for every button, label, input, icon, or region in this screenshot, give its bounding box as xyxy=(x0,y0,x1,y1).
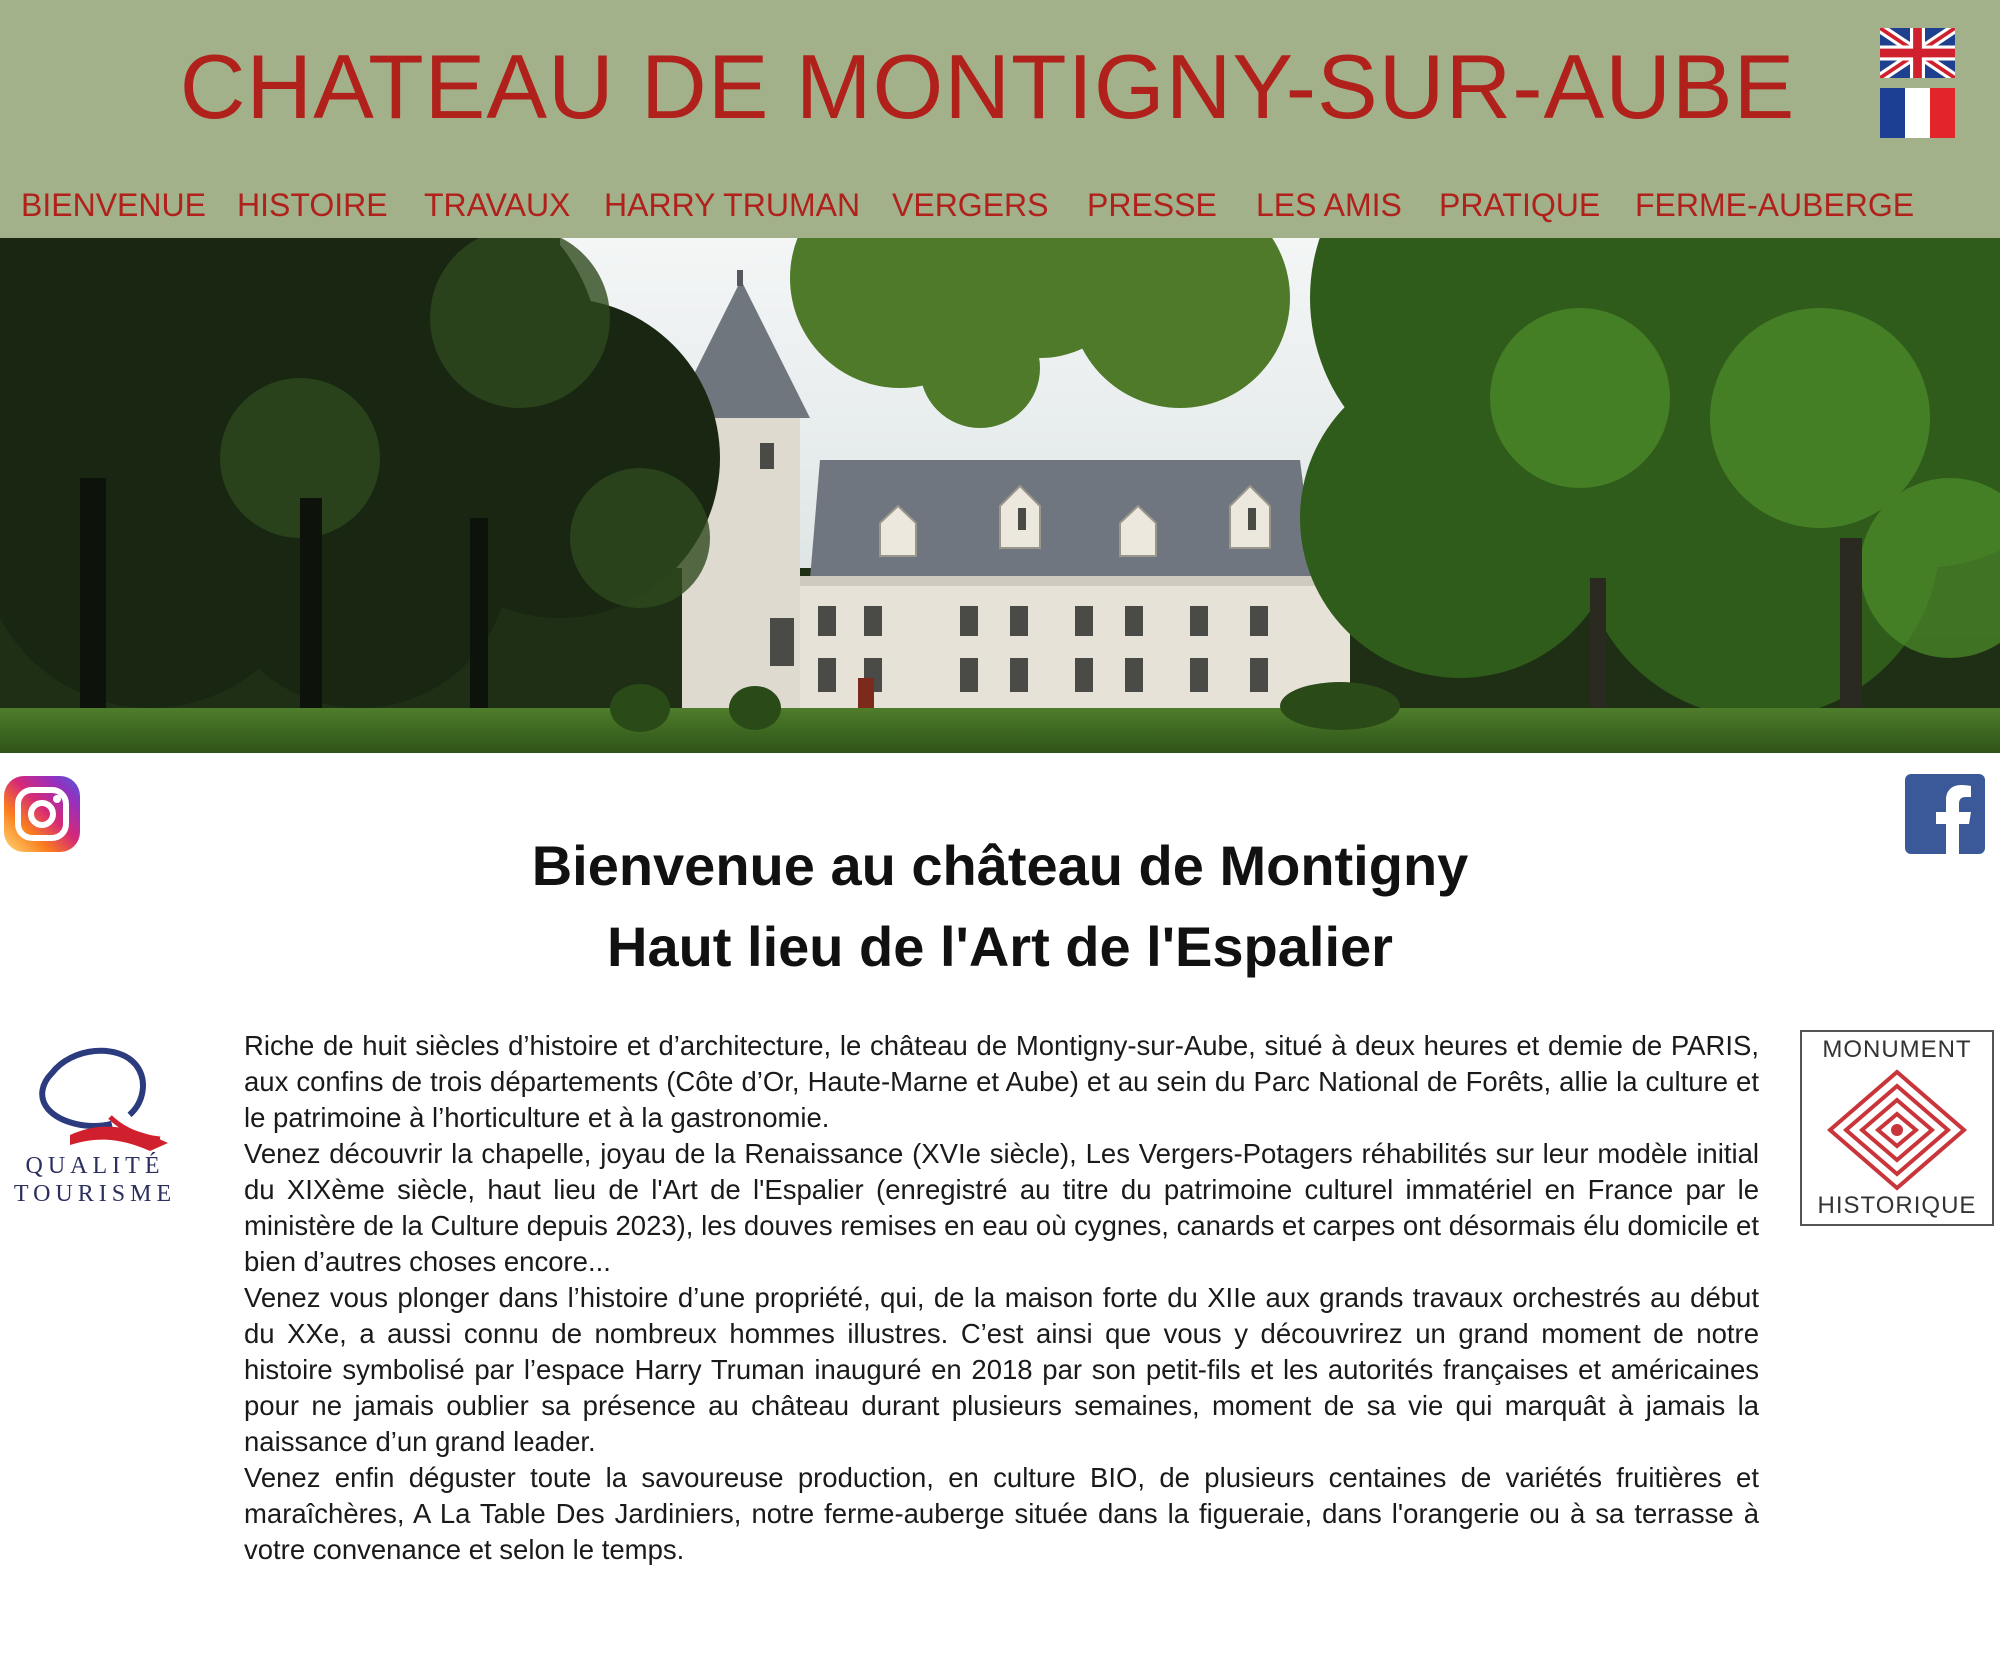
monument-label: MONUMENT xyxy=(1822,1036,1972,1063)
intro-paragraph: Venez découvrir la chapelle, joyau de la Renaissance (XVIe siècle), Les Vergers-Potagers réhabilités sur leur modèle initial du XIXème siècle, haut lieu de l'Art de l'Espalier (enregistré au titre du patrimoine culturel immatériel en France par le ministère de la Culture depuis 2023), les douves remises en eau où cygnes, canards et carpes ont désormais élu domicile et bien d’autres choses encore... xyxy=(244,1138,1759,1277)
nav-item-les-amis[interactable]: LES AMIS xyxy=(1256,187,1402,223)
nav-item-pratique[interactable]: PRATIQUE xyxy=(1439,187,1601,223)
site-title[interactable]: CHATEAU DE MONTIGNY-SUR-AUBE xyxy=(179,37,1796,138)
qualite-tourisme-logo[interactable] xyxy=(0,1025,200,1215)
nav-item-travaux[interactable]: TRAVAUX xyxy=(424,187,571,223)
intro-text xyxy=(244,1028,1759,1568)
historique-label: HISTORIQUE xyxy=(1817,1192,1977,1219)
tourisme-label: TOURISME xyxy=(13,1181,177,1207)
nav-item-vergers[interactable]: VERGERS xyxy=(892,187,1049,223)
site-header xyxy=(0,0,2000,238)
qualite-label: QUALITÉ xyxy=(25,1153,165,1179)
french-flag-icon[interactable] xyxy=(1880,88,1955,138)
uk-flag-icon[interactable] xyxy=(1880,28,1955,78)
main-nav xyxy=(0,180,2000,230)
monument-historique-logo[interactable] xyxy=(1800,1030,1994,1226)
intro-paragraph: Riche de huit siècles d’histoire et d’architecture, le château de Montigny-sur-Aube, situé à deux heures et demie de PARIS, aux confins de trois départements (Côte d’Or, Haute-Marne et Aube) et au sein du Parc National de Forêts, allie la culture et le patrimoine à l’horticulture et à la gastronomie. xyxy=(244,1030,1759,1133)
page-subtitle: Haut lieu de l'Art de l'Espalier xyxy=(607,915,1393,978)
intro-paragraph: Venez enfin déguster toute la savoureuse production, en culture BIO, de plusieurs centaines de variétés fruitières et maraîchères, A La Table Des Jardiniers, notre ferme-auberge située dans la figueraie, dans l'orangerie ou à sa terrasse à votre convenance et selon le temps. xyxy=(244,1462,1759,1565)
nav-item-histoire[interactable]: HISTOIRE xyxy=(237,187,388,223)
chateau-photo xyxy=(0,238,2000,753)
page-title: Bienvenue au château de Montigny xyxy=(531,834,1469,897)
intro-paragraph: Venez vous plonger dans l’histoire d’une propriété, qui, de la maison forte du XIIe aux grands travaux orchestrés au début du XXe, a aussi connu de nombreux hommes illustres. C’est ainsi que vous y découvrirez un grand moment de notre histoire symbolisé par l’espace Harry Truman inauguré en 2018 par son petit-fils et les autorités françaises et américaines pour ne jamais oublier sa présence au château durant plusieurs semaines, moment de sa vie qui marquât à jamais la naissance d’un grand leader. xyxy=(244,1282,1759,1457)
nav-item-harry-truman[interactable]: HARRY TRUMAN xyxy=(604,187,861,223)
nav-item-presse[interactable]: PRESSE xyxy=(1087,187,1217,223)
nav-item-ferme-auberge[interactable]: FERME-AUBERGE xyxy=(1635,187,1915,223)
nav-item-bienvenue[interactable]: BIENVENUE xyxy=(21,187,206,223)
